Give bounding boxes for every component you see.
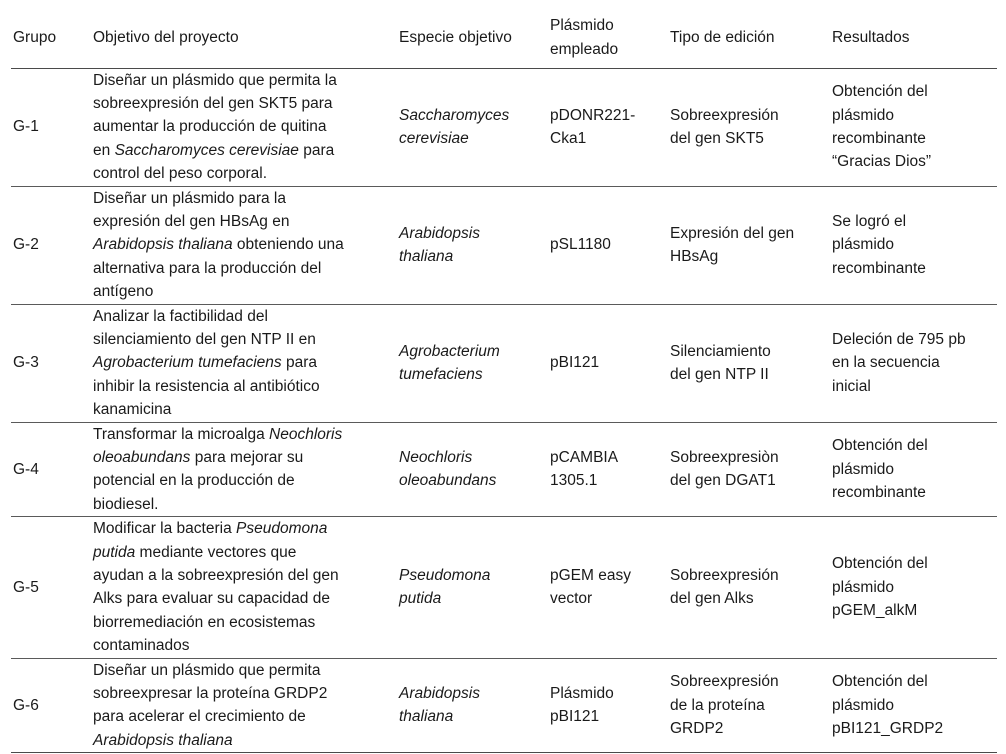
- header-plasmido: [538, 8, 658, 68]
- resultados-line: Obtención del: [832, 673, 928, 691]
- objetivo-text: sobreexpresión del gen SKT5 para: [93, 94, 333, 112]
- resultados-line: Obtención del: [832, 555, 928, 573]
- objetivo-text: Analizar la factibilidad del: [93, 307, 268, 325]
- plasmido-line: 1305.1: [550, 472, 598, 490]
- objetivo-text: antígeno: [93, 283, 154, 301]
- cell-grupo: G-3: [11, 304, 81, 422]
- objetivo-text: en: [93, 141, 115, 159]
- especie-line: oleoabundans: [399, 472, 497, 490]
- objetivo-text: kanamicina: [93, 401, 172, 419]
- objetivo-text: Diseñar un plásmido que permita la: [93, 71, 337, 89]
- especie-line: thaliana: [399, 708, 454, 726]
- objetivo-line: [93, 682, 379, 705]
- cell-objetivo: [81, 68, 387, 186]
- tipo-line: del gen DGAT1: [670, 472, 776, 490]
- table-row: [11, 304, 997, 422]
- cell-especie: [387, 422, 538, 517]
- resultados-line: Deleción de 795 pb: [832, 330, 966, 348]
- cell-plasmido: [538, 422, 658, 517]
- cell-tipo: [658, 422, 820, 517]
- objetivo-line: [93, 634, 379, 657]
- cell-plasmido: [538, 658, 658, 753]
- resultados-line: Se logró el: [832, 212, 907, 230]
- objetivo-text: expresión del gen HBsAg en: [93, 212, 290, 230]
- objetivo-line: [93, 446, 379, 469]
- objetivo-line: [93, 139, 379, 162]
- cell-resultados: [820, 68, 997, 186]
- cell-plasmido: [538, 186, 658, 304]
- objetivo-line: [93, 92, 379, 115]
- projects-table: [11, 8, 997, 753]
- objetivo-line: [93, 705, 379, 728]
- header-resultados: Resultados: [820, 8, 997, 68]
- objetivo-line: [93, 611, 379, 634]
- objetivo-text: sobreexpresar la proteína GRDP2: [93, 685, 328, 703]
- objetivo-species-text: Saccharomyces cerevisiae: [114, 141, 299, 159]
- cell-grupo: G-6: [11, 658, 81, 753]
- cell-objetivo: [81, 517, 387, 658]
- objetivo-text: contaminados: [93, 637, 190, 655]
- objetivo-text: para acelerar el crecimiento de: [93, 708, 306, 726]
- tipo-line: del gen Alks: [670, 590, 754, 608]
- tipo-line: Sobreexpresión: [670, 106, 779, 124]
- objetivo-text: silenciamiento del gen NTP II en: [93, 330, 316, 348]
- plasmido-line: Plásmido: [550, 685, 614, 703]
- cell-plasmido: [538, 68, 658, 186]
- objetivo-line: [93, 493, 379, 516]
- objetivo-line: [93, 375, 379, 398]
- header-grupo: Grupo: [11, 8, 81, 68]
- plasmido-line: Cka1: [550, 130, 587, 148]
- tipo-line: HBsAg: [670, 248, 719, 266]
- cell-especie: [387, 658, 538, 753]
- objetivo-line: [93, 517, 379, 540]
- resultados-line: Obtención del: [832, 437, 928, 455]
- cell-resultados: [820, 658, 997, 753]
- objetivo-line: [93, 210, 379, 233]
- especie-line: Saccharomyces: [399, 106, 510, 124]
- objetivo-line: [93, 280, 379, 303]
- objetivo-line: [93, 233, 379, 256]
- cell-resultados: [820, 422, 997, 517]
- especie-line: putida: [399, 590, 442, 608]
- resultados-line: Obtención del: [832, 83, 928, 101]
- resultados-line: recombinante: [832, 484, 926, 502]
- table-header-row: [11, 8, 997, 68]
- especie-line: Arabidopsis: [399, 224, 480, 242]
- cell-especie: [387, 68, 538, 186]
- resultados-line: recombinante: [832, 259, 926, 277]
- objetivo-text: Alks para evaluar su capacidad de: [93, 590, 330, 608]
- tipo-line: del gen NTP II: [670, 366, 769, 384]
- tipo-line: de la proteína: [670, 696, 765, 714]
- objetivo-species-text: Agrobacterium tumefaciens: [93, 354, 282, 372]
- header-plasmido-line2: empleado: [550, 40, 619, 58]
- cell-grupo: G-2: [11, 186, 81, 304]
- table-row: [11, 68, 997, 186]
- objetivo-line: [93, 423, 379, 446]
- objetivo-species-text: Arabidopsis thaliana: [93, 731, 233, 749]
- objetivo-text: potencial en la producción de: [93, 472, 295, 490]
- header-objetivo: Objetivo del proyecto: [81, 8, 387, 68]
- objetivo-text: Diseñar un plásmido para la: [93, 189, 286, 207]
- especie-line: Neochloris: [399, 449, 473, 466]
- objetivo-text: ayudan a la sobreexpresión del gen: [93, 567, 339, 585]
- cell-especie: [387, 517, 538, 658]
- objetivo-species-text: Pseudomona: [236, 520, 328, 538]
- cell-plasmido: [538, 517, 658, 658]
- plasmido-line: vector: [550, 590, 593, 608]
- especie-line: Agrobacterium: [399, 342, 500, 360]
- objetivo-line: [93, 115, 379, 138]
- header-tipo: Tipo de edición: [658, 8, 820, 68]
- especie-line: tumefaciens: [399, 366, 483, 384]
- cell-resultados: [820, 517, 997, 658]
- table-row: [11, 517, 997, 658]
- objetivo-text: para: [281, 354, 318, 372]
- cell-tipo: [658, 658, 820, 753]
- objetivo-line: [93, 257, 379, 280]
- projects-table-container: [11, 8, 997, 753]
- cell-resultados: [820, 304, 997, 422]
- objetivo-text: inhibir la resistencia al antibiótico: [93, 377, 320, 395]
- objetivo-text: para mejorar su: [190, 449, 304, 466]
- cell-resultados: [820, 186, 997, 304]
- table-row: [11, 658, 997, 753]
- table-row: [11, 422, 997, 517]
- resultados-line: plásmido: [832, 578, 895, 596]
- objetivo-text: aumentar la producción de quitina: [93, 118, 327, 136]
- tipo-line: del gen SKT5: [670, 130, 764, 148]
- tipo-line: Expresión del gen: [670, 224, 795, 242]
- objetivo-line: [93, 729, 379, 752]
- especie-line: Arabidopsis: [399, 685, 480, 703]
- objetivo-text: Diseñar un plásmido que permita: [93, 661, 321, 679]
- objetivo-line: [93, 351, 379, 374]
- cell-especie: [387, 186, 538, 304]
- objetivo-line: [93, 328, 379, 351]
- cell-especie: [387, 304, 538, 422]
- objetivo-species-text: Neochloris: [269, 425, 343, 443]
- objetivo-text: obteniendo una: [232, 236, 344, 254]
- tipo-line: Silenciamiento: [670, 342, 771, 360]
- resultados-line: “Gracias Dios”: [832, 153, 932, 171]
- objetivo-line: [93, 564, 379, 587]
- cell-plasmido: [538, 304, 658, 422]
- header-especie: Especie objetivo: [387, 8, 538, 68]
- resultados-line: plásmido: [832, 236, 895, 254]
- resultados-line: plásmido: [832, 460, 895, 478]
- especie-line: Pseudomona: [399, 567, 491, 585]
- plasmido-line: pSL1180: [550, 236, 611, 254]
- resultados-line: pBI121_GRDP2: [832, 720, 944, 738]
- cell-grupo: G-1: [11, 68, 81, 186]
- tipo-line: Sobreexpresión: [670, 567, 779, 585]
- resultados-line: pGEM_alkM: [832, 602, 918, 620]
- objetivo-line: [93, 659, 379, 682]
- cell-tipo: [658, 68, 820, 186]
- objetivo-text: biorremediación en ecosistemas: [93, 613, 316, 631]
- cell-objetivo: [81, 422, 387, 517]
- objetivo-text: mediante vectores que: [135, 543, 297, 561]
- cell-objetivo: [81, 304, 387, 422]
- plasmido-line: pDONR221-: [550, 106, 636, 124]
- especie-line: thaliana: [399, 248, 454, 266]
- cell-grupo: G-5: [11, 517, 81, 658]
- resultados-line: plásmido: [832, 106, 895, 124]
- objetivo-line: [93, 162, 379, 185]
- table-body: [11, 68, 997, 753]
- resultados-line: plásmido: [832, 696, 895, 714]
- especie-line: cerevisiae: [399, 130, 469, 148]
- tipo-line: Sobreexpresiòn: [670, 449, 779, 466]
- cell-grupo: G-4: [11, 422, 81, 517]
- plasmido-line: pBI121: [550, 708, 600, 726]
- objetivo-line: [93, 69, 379, 92]
- objetivo-text: Transformar la microalga: [93, 425, 270, 443]
- plasmido-line: pGEM easy: [550, 567, 631, 585]
- objetivo-text: Modificar la bacteria: [93, 520, 237, 538]
- tipo-line: Sobreexpresión: [670, 673, 779, 691]
- objetivo-line: [93, 187, 379, 210]
- cell-objetivo: [81, 658, 387, 753]
- objetivo-species-text: putida: [93, 543, 136, 561]
- objetivo-line: [93, 398, 379, 421]
- header-plasmido-line1: Plásmido: [550, 17, 614, 35]
- cell-tipo: [658, 304, 820, 422]
- resultados-line: inicial: [832, 377, 871, 395]
- objetivo-line: [93, 305, 379, 328]
- objetivo-line: [93, 541, 379, 564]
- objetivo-text: alternativa para la producción del: [93, 259, 322, 277]
- resultados-line: recombinante: [832, 130, 926, 148]
- objetivo-species-text: oleoabundans: [93, 449, 191, 466]
- table-row: [11, 186, 997, 304]
- objetivo-line: [93, 587, 379, 610]
- tipo-line: GRDP2: [670, 720, 724, 738]
- plasmido-line: pBI121: [550, 354, 600, 372]
- resultados-line: en la secuencia: [832, 354, 940, 372]
- plasmido-line: pCAMBIA: [550, 449, 619, 466]
- objetivo-text: control del peso corporal.: [93, 165, 268, 183]
- objetivo-species-text: Arabidopsis thaliana: [93, 236, 233, 254]
- objetivo-text: para: [298, 141, 335, 159]
- cell-tipo: [658, 186, 820, 304]
- objetivo-text: biodiesel.: [93, 495, 159, 513]
- objetivo-line: [93, 469, 379, 492]
- cell-tipo: [658, 517, 820, 658]
- cell-objetivo: [81, 186, 387, 304]
